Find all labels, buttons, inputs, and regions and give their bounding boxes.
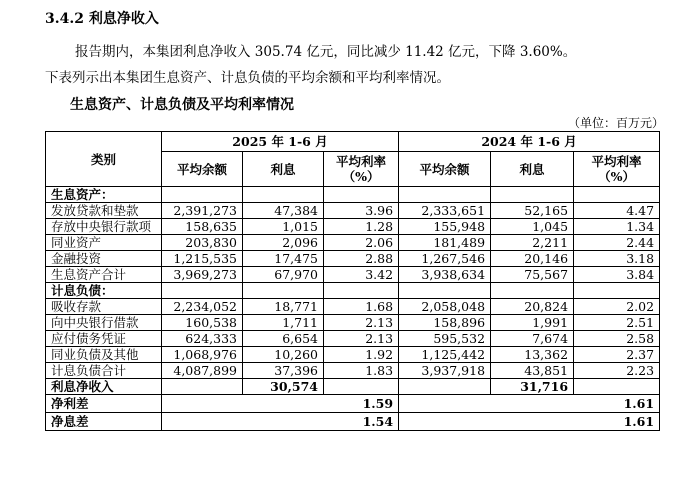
row-label: 计息负债合计 <box>46 363 162 379</box>
row-label: 存放中央银行款项 <box>46 219 162 235</box>
cell-interest-2024: 20,824 <box>491 299 574 315</box>
cell-balance-2025: 203,830 <box>162 235 243 251</box>
cell-balance-2024: 155,948 <box>399 219 491 235</box>
cell-rate-2024: 2.23 <box>574 363 660 379</box>
row-label: 利息净收入 <box>46 379 162 395</box>
table-row-total <box>46 363 660 379</box>
section-row-liabilities <box>46 283 660 299</box>
cell-interest-2024: 7,674 <box>491 331 574 347</box>
row-label: 金融投资 <box>46 251 162 267</box>
cell-interest-2025: 6,654 <box>243 331 324 347</box>
cell-interest-2024: 1,991 <box>491 315 574 331</box>
row-label: 同业资产 <box>46 235 162 251</box>
cell-balance-2024: 1,125,442 <box>399 347 491 363</box>
cell-rate-2025: 2.13 <box>324 315 399 331</box>
cell-rate-2025: 1.83 <box>324 363 399 379</box>
table-row <box>46 251 660 267</box>
cell-interest-2025: 47,384 <box>243 203 324 219</box>
cell-rate-2024: 4.47 <box>574 203 660 219</box>
cell-rate-2024: 2.02 <box>574 299 660 315</box>
net-spread-row <box>46 395 660 413</box>
cell-balance-2024: 2,058,048 <box>399 299 491 315</box>
cell-balance-2024: 3,938,634 <box>399 267 491 283</box>
cell-balance-2025: 3,969,273 <box>162 267 243 283</box>
avg-rate-header: 平均利率（%） <box>324 152 399 187</box>
table-row <box>46 235 660 251</box>
cell-rate-2025: 1.68 <box>324 299 399 315</box>
cell-interest-2024: 20,146 <box>491 251 574 267</box>
row-label: 吸收存款 <box>46 299 162 315</box>
interest-table <box>45 131 660 431</box>
cell-rate-2024: 2.37 <box>574 347 660 363</box>
cell-rate-2024: 3.84 <box>574 267 660 283</box>
interest-header: 利息 <box>243 152 324 187</box>
cell-balance-2025: 2,234,052 <box>162 299 243 315</box>
cell-rate-2025: 3.42 <box>324 267 399 283</box>
cell-interest-2025: 10,260 <box>243 347 324 363</box>
cell-rate-2025: 2.06 <box>324 235 399 251</box>
cell-balance-2024: 181,489 <box>399 235 491 251</box>
row-label: 发放贷款和垫款 <box>46 203 162 219</box>
table-row <box>46 299 660 315</box>
table-title: 生息资产、计息负债及平均利率情况 <box>70 97 294 113</box>
row-label: 净息差 <box>46 413 162 431</box>
table-row <box>46 203 660 219</box>
cell-interest-2024: 52,165 <box>491 203 574 219</box>
table-row <box>46 219 660 235</box>
cell-balance-2025: 158,635 <box>162 219 243 235</box>
cell-balance-2024: 3,937,918 <box>399 363 491 379</box>
cell-rate-2024: 2.51 <box>574 315 660 331</box>
table-row <box>46 331 660 347</box>
table-row <box>46 347 660 363</box>
cell-balance-2025: 2,391,273 <box>162 203 243 219</box>
cell-interest-2024: 13,362 <box>491 347 574 363</box>
header-row-periods <box>46 132 660 152</box>
summary-paragraph: 报告期内，本集团利息净收入 305.74 亿元，同比减少 11.42 亿元，下降 3.60%。 <box>75 44 577 60</box>
cell-interest-2025: 2,096 <box>243 235 324 251</box>
cell-interest-2025: 1,015 <box>243 219 324 235</box>
cell-rate-2025: 1.54 <box>162 413 399 431</box>
cell-rate-2025: 3.96 <box>324 203 399 219</box>
table-row <box>46 315 660 331</box>
cell-rate-2024: 1.34 <box>574 219 660 235</box>
row-label: 净利差 <box>46 395 162 413</box>
cell-balance-2024: 2,333,651 <box>399 203 491 219</box>
net-interest-income-row <box>46 379 660 395</box>
row-label: 同业负债及其他 <box>46 347 162 363</box>
cell-rate-2025: 2.13 <box>324 331 399 347</box>
section-heading: 3.4.2 利息净收入 <box>45 11 159 27</box>
cell-interest-2024: 31,716 <box>491 379 574 395</box>
cell-balance-2024: 595,532 <box>399 331 491 347</box>
period-2025-header: 2025 年 1-6 月 <box>162 132 399 152</box>
cell-balance-2025: 1,068,976 <box>162 347 243 363</box>
assets-section-label: 生息资产： <box>46 187 162 203</box>
cell-interest-2025: 17,475 <box>243 251 324 267</box>
cell-balance-2025: 624,333 <box>162 331 243 347</box>
row-label: 应付债务凭证 <box>46 331 162 347</box>
cell-rate-2025: 1.92 <box>324 347 399 363</box>
cell-rate-2025: 1.59 <box>162 395 399 413</box>
cell-rate-2025: 1.28 <box>324 219 399 235</box>
liabilities-section-label: 计息负债： <box>46 283 162 299</box>
cell-interest-2025: 67,970 <box>243 267 324 283</box>
cell-rate-2024: 2.58 <box>574 331 660 347</box>
cell-rate-2024: 1.61 <box>399 395 660 413</box>
unit-note: （单位：百万元） <box>567 116 664 130</box>
interest-header: 利息 <box>491 152 574 187</box>
avg-balance-header: 平均余额 <box>399 152 491 187</box>
avg-rate-header: 平均利率（%） <box>574 152 660 187</box>
cell-rate-2025: 2.88 <box>324 251 399 267</box>
cell-interest-2024: 1,045 <box>491 219 574 235</box>
cell-rate-2024: 3.18 <box>574 251 660 267</box>
cell-rate-2024: 2.44 <box>574 235 660 251</box>
cell-interest-2024: 2,211 <box>491 235 574 251</box>
cell-rate-2024: 1.61 <box>399 413 660 431</box>
cell-interest-2025: 18,771 <box>243 299 324 315</box>
period-2024-header: 2024 年 1-6 月 <box>399 132 660 152</box>
table-row-total <box>46 267 660 283</box>
net-margin-row <box>46 413 660 431</box>
cell-interest-2024: 75,567 <box>491 267 574 283</box>
cell-balance-2025: 160,538 <box>162 315 243 331</box>
cell-interest-2025: 1,711 <box>243 315 324 331</box>
cell-balance-2025: 1,215,535 <box>162 251 243 267</box>
row-label: 生息资产合计 <box>46 267 162 283</box>
category-header: 类别 <box>46 132 162 187</box>
cell-balance-2024: 158,896 <box>399 315 491 331</box>
cell-balance-2024: 1,267,546 <box>399 251 491 267</box>
avg-balance-header: 平均余额 <box>162 152 243 187</box>
intro-paragraph: 下表列示出本集团生息资产、计息负债的平均余额和平均利率情况。 <box>45 70 450 86</box>
cell-interest-2025: 37,396 <box>243 363 324 379</box>
cell-interest-2024: 43,851 <box>491 363 574 379</box>
row-label: 向中央银行借款 <box>46 315 162 331</box>
cell-interest-2025: 30,574 <box>243 379 324 395</box>
section-row-assets <box>46 187 660 203</box>
cell-balance-2025: 4,087,899 <box>162 363 243 379</box>
